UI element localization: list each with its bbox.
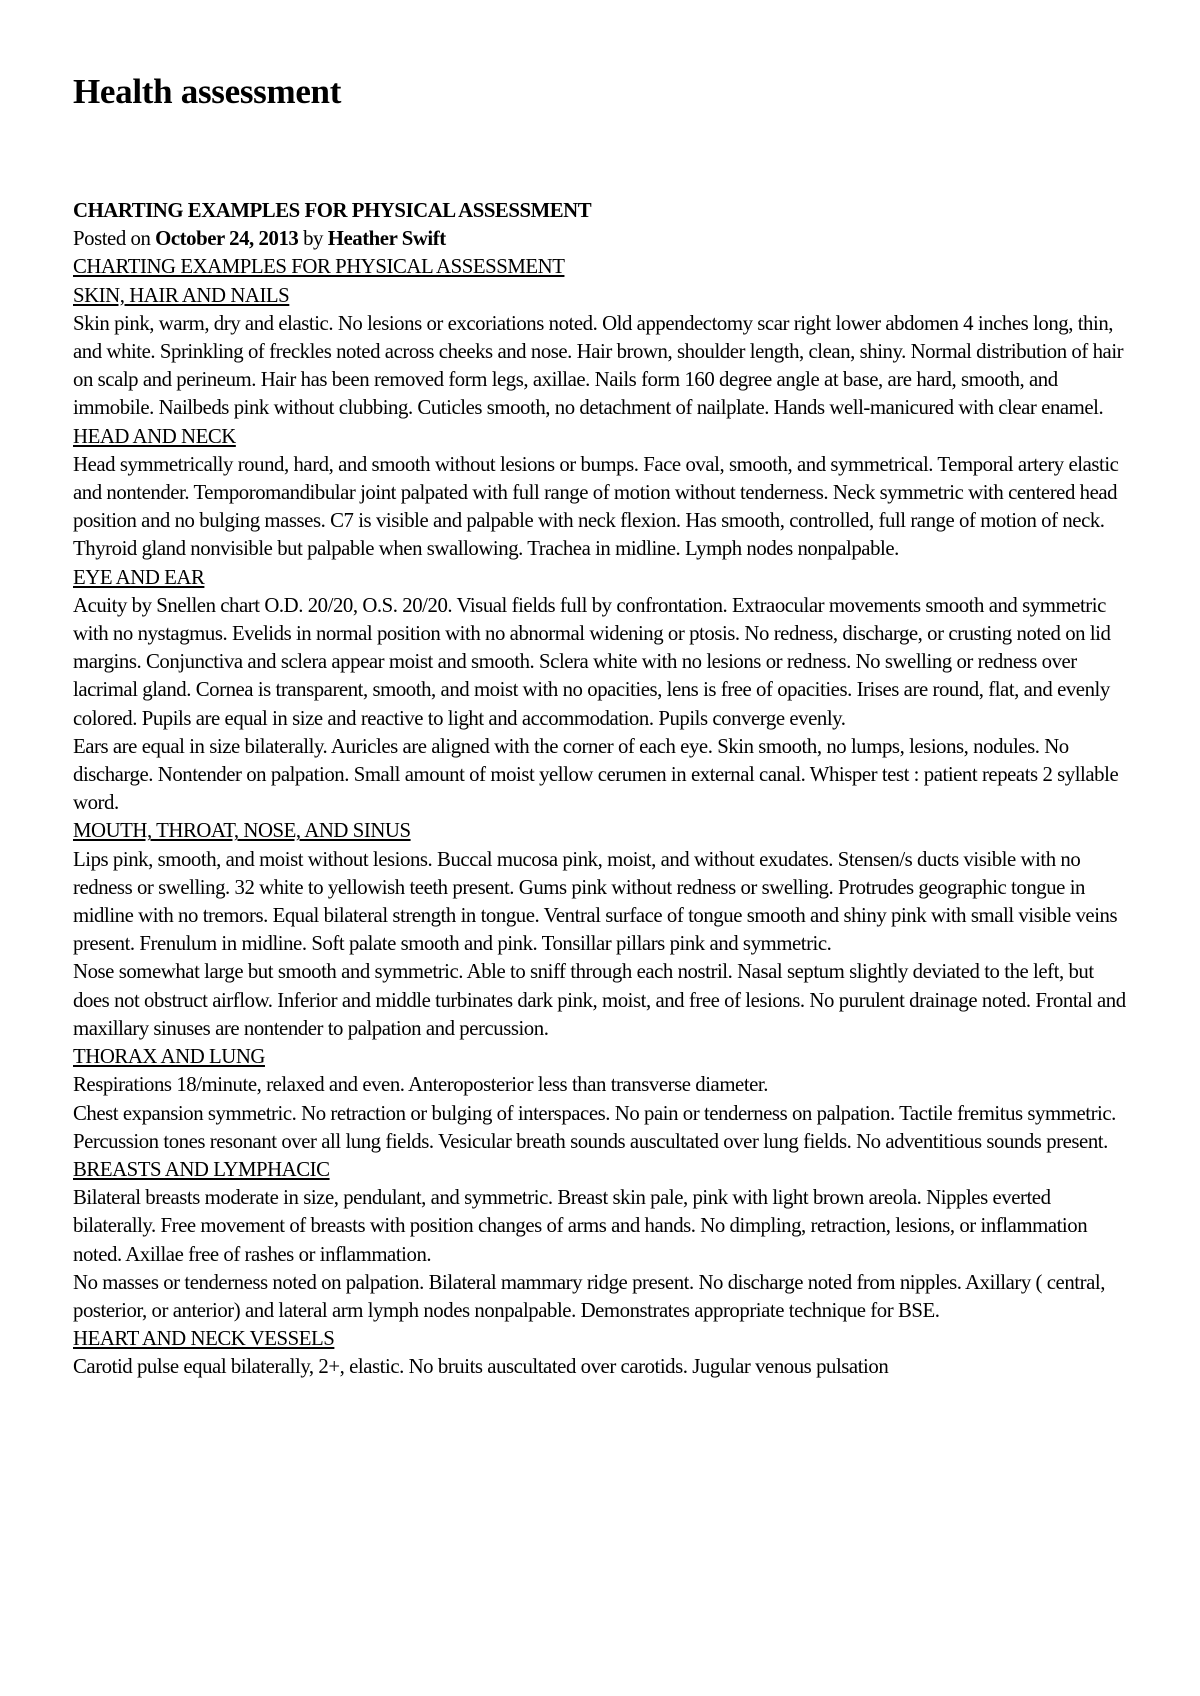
- section-heading-head: HEAD AND NECK: [73, 424, 236, 448]
- section-text-masses: No masses or tenderness noted on palpation. Bilateral mammary ridge present. No discharge noted from nipples. Axillary ( central, posterior, or anterior) and lateral arm lymph nodes nonpalpable. Demonstrates appropriate technique for BSE.: [73, 1270, 1105, 1322]
- document-content: [73, 197, 1133, 1382]
- section-heading-eye: EYE AND EAR: [73, 565, 205, 589]
- post-meta: [73, 225, 1133, 253]
- document-subtitle: CHARTING EXAMPLES FOR PHYSICAL ASSESSMENT: [73, 255, 565, 279]
- section-text-head: Head symmetrically round, hard, and smooth without lesions or bumps. Face oval, smooth, and symmetrical. Temporal artery elastic and nontender. Temporomandibular joint palpated with full range of motion without tenderness. Neck symmetric with centered head position and no bulging masses. C7 is visible and palpable with neck flexion. Has smooth, controlled, full range of motion of neck. Thyroid gland nonvisible but palpable when swallowing. Trachea in midline. Lymph nodes nonpalpable.: [73, 452, 1119, 561]
- post-title: CHARTING EXAMPLES FOR PHYSICAL ASSESSMENT: [73, 199, 592, 222]
- section-text-heart: Carotid pulse equal bilaterally, 2+, elastic. No bruits auscultated over carotids. Jugular venous pulsation: [73, 1355, 889, 1379]
- section-heading-breasts: BREASTS AND LYMPHACIC: [73, 1157, 330, 1181]
- section-text-ear: Ears are equal in size bilaterally. Auricles are aligned with the corner of each eye. Skin smooth, no lumps, lesions, nodules. No discharge. Nontender on palpation. Small amount of moist yellow cerumen in external canal. Whisper test : patient repeats 2 syllable word.: [73, 734, 1119, 815]
- section-heading-thorax: THORAX AND LUNG: [73, 1045, 265, 1069]
- section-text-mouth: Lips pink, smooth, and moist without lesions. Buccal mucosa pink, moist, and without exudates. Stensen/s ducts visible with no redness or swelling. 32 white to yellowish teeth present. Gums pink without redness or swelling. Protrudes geographic tongue in midline with no tremors. Equal bilateral strength in tongue. Ventral surface of tongue smooth and shiny pink with small visible veins present. Frenulum in midline. Soft palate smooth and pink. Tonsillar pillars pink and symmetric.: [73, 847, 1118, 956]
- section-heading-mouth: MOUTH, THROAT, NOSE, AND SINUS: [73, 819, 411, 843]
- section-heading-skin: SKIN, HAIR AND NAILS: [73, 283, 290, 307]
- by-label: by: [303, 227, 323, 251]
- post-author: Heather Swift: [327, 227, 446, 251]
- document-title: Health assessment: [73, 72, 342, 111]
- post-date: October 24, 2013: [155, 227, 299, 251]
- section-text-nose: Nose somewhat large but smooth and symmetric. Able to sniff through each nostril. Nasal septum slightly deviated to the left, but does not obstruct airflow. Inferior and middle turbinates dark pink, moist, and free of lesions. No purulent drainage noted. Frontal and maxillary sinuses are nontender to palpation and percussion.: [73, 960, 1126, 1040]
- section-text-skin: Skin pink, warm, dry and elastic. No lesions or excoriations noted. Old appendectomy scar right lower abdomen 4 inches long, thin, and white. Sprinkling of freckles noted across cheeks and nose. Hair brown, shoulder length, clean, shiny. Normal distribution of hair on scalp and perineum. Hair has been removed form legs, axillae. Nails form 160 degree angle at base, are hard, smooth, and immobile. Nailbeds pink without clubbing. Cuticles smooth, no detachment of nailplate. Hands well-manicured with clear enamel.: [73, 311, 1124, 420]
- posted-on-label: Posted on: [73, 227, 151, 251]
- section-heading-heart: HEART AND NECK VESSELS: [73, 1327, 335, 1351]
- section-text-breasts: Bilateral breasts moderate in size, pendulant, and symmetric. Breast skin pale, pink with light brown areola. Nipples everted bilaterally. Free movement of breasts with position changes of arms and hands. No dimpling, retraction, lesions, or inflammation noted. Axillae free of rashes or inflammation.: [73, 1186, 1088, 1266]
- section-text-respirations: Respirations 18/minute, relaxed and even. Anteroposterior less than transverse diameter.: [73, 1073, 769, 1097]
- section-text-chest: Chest expansion symmetric. No retraction or bulging of interspaces. No pain or tenderness on palpation. Tactile fremitus symmetric. Percussion tones resonant over all lung fields. Vesicular breath sounds auscultated over lung fields. No adventitious sounds present.: [73, 1101, 1116, 1153]
- section-text-eye: Acuity by Snellen chart O.D. 20/20, O.S. 20/20. Visual fields full by confrontation. Extraocular movements smooth and symmetric with no nystagmus. Evelids in normal position with no abnormal widening or ptosis. No redness, discharge, or crusting noted on lid margins. Conjunctiva and sclera appear moist and smooth. Sclera white with no lesions or redness. No swelling or redness over lacrimal gland. Cornea is transparent, smooth, and moist with no opacities, lens is free of opacities. Irises are round, flat, and evenly colored. Pupils are equal in size and reactive to light and accommodation. Pupils converge evenly.: [73, 593, 1111, 730]
